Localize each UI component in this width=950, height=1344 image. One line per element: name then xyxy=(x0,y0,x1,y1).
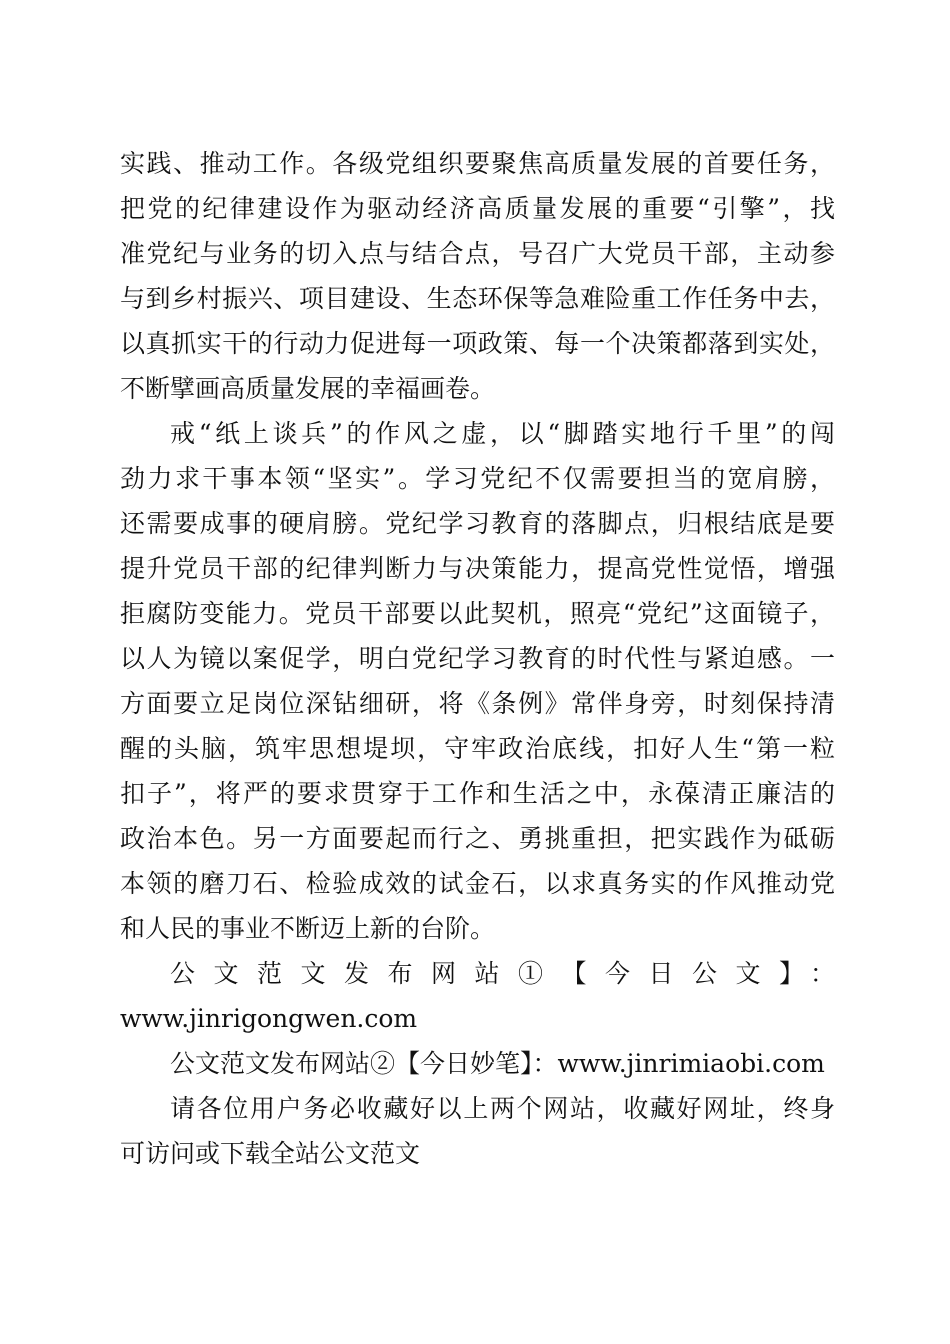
paragraph-line: 扣子”，将严的要求贯穿于工作和生活之中，永葆清正廉洁的 xyxy=(120,779,835,808)
paragraph-line: 提升党员干部的纪律判断力与决策能力，提高党性觉悟，增强 xyxy=(120,554,835,583)
paragraph-line: 劲力求干事本领“坚实”。学习党纪不仅需要担当的宽肩膀， xyxy=(120,464,835,493)
paragraph-line: 戒“纸上谈兵”的作风之虚，以“脚踏实地行千里”的闯 xyxy=(170,419,835,448)
paragraph-line: 实践、推动工作。各级党组织要聚焦高质量发展的首要任务， xyxy=(120,149,835,178)
notice-line: 可访问或下载全站公文范文 xyxy=(120,1139,421,1168)
paragraph-line: 方面要立足岗位深钻细研，将《条例》常伴身旁，时刻保持清 xyxy=(120,689,835,718)
website-1-label: 公文范文发布网站①【今日公文】： xyxy=(170,959,835,988)
paragraph-line: 本领的磨刀石、检验成效的试金石，以求真务实的作风推动党 xyxy=(120,869,835,898)
paragraph-line: 把党的纪律建设作为驱动经济高质量发展的重要“引擎”，找 xyxy=(120,194,835,223)
website-2-line[interactable]: 公文范文发布网站②【今日妙笔】：www.jinrimiaobi.com xyxy=(170,1049,825,1078)
paragraph-line: 醒的头脑，筑牢思想堤坝，守牢政治底线，扣好人生“第一粒 xyxy=(120,734,835,763)
paragraph-line: 与到乡村振兴、项目建设、生态环保等急难险重工作任务中去， xyxy=(120,284,835,313)
paragraph-line: 不断擘画高质量发展的幸福画卷。 xyxy=(120,374,496,403)
notice-line: 请各位用户务必收藏好以上两个网站，收藏好网址，终身 xyxy=(170,1094,835,1123)
paragraph-line: 以真抓实干的行动力促进每一项政策、每一个决策都落到实处， xyxy=(120,329,835,358)
paragraph-line: 以人为镜以案促学，明白党纪学习教育的时代性与紧迫感。一 xyxy=(120,644,835,673)
paragraph-line: 准党纪与业务的切入点与结合点，号召广大党员干部，主动参 xyxy=(120,239,835,268)
paragraph-line: 还需要成事的硬肩膀。党纪学习教育的落脚点，归根结底是要 xyxy=(120,509,835,538)
paragraph-line: 拒腐防变能力。党员干部要以此契机，照亮“党纪”这面镜子， xyxy=(120,599,835,628)
website-1-url[interactable]: www.jinrigongwen.com xyxy=(120,1004,418,1033)
paragraph-line: 和人民的事业不断迈上新的台阶。 xyxy=(120,914,496,943)
paragraph-line: 政治本色。另一方面要起而行之、勇挑重担，把实践作为砥砺 xyxy=(120,824,835,853)
